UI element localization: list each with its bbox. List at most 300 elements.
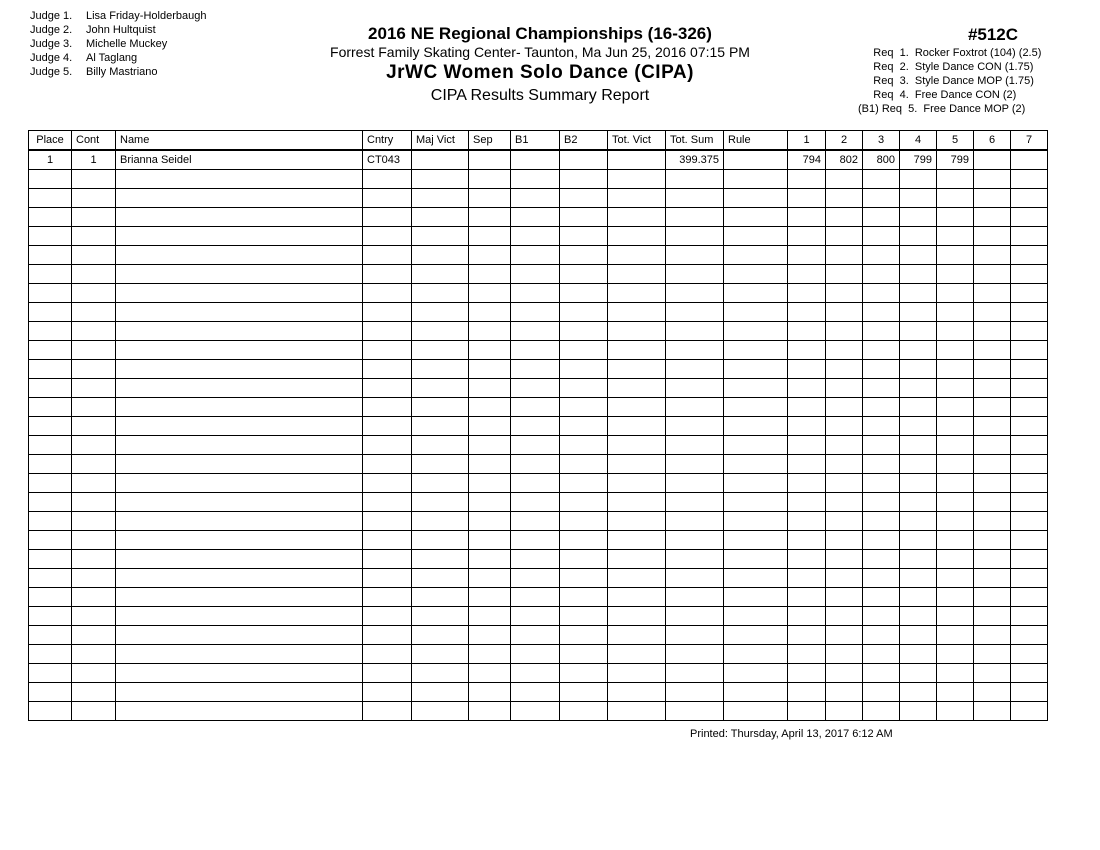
- empty-cell: [72, 626, 116, 645]
- empty-cell: [826, 550, 863, 569]
- empty-cell: [666, 360, 724, 379]
- col-judge-5: 5: [937, 131, 974, 151]
- empty-cell: [511, 474, 560, 493]
- empty-cell: [608, 360, 666, 379]
- cell-tot-vict: [608, 150, 666, 170]
- empty-cell: [412, 626, 469, 645]
- col-place: Place: [29, 131, 72, 151]
- empty-cell: [863, 170, 900, 189]
- empty-cell: [826, 569, 863, 588]
- empty-cell: [29, 455, 72, 474]
- empty-cell: [1011, 474, 1048, 493]
- empty-cell: [826, 417, 863, 436]
- empty-cell: [608, 379, 666, 398]
- empty-cell: [511, 531, 560, 550]
- empty-cell: [826, 284, 863, 303]
- empty-cell: [116, 569, 363, 588]
- empty-cell: [724, 607, 788, 626]
- empty-cell: [363, 493, 412, 512]
- empty-cell: [72, 664, 116, 683]
- empty-cell: [511, 664, 560, 683]
- empty-cell: [788, 398, 826, 417]
- empty-cell: [1011, 607, 1048, 626]
- cell-cont: 1: [72, 150, 116, 170]
- empty-cell: [937, 474, 974, 493]
- empty-cell: [511, 683, 560, 702]
- empty-cell: [974, 531, 1011, 550]
- empty-cell: [29, 550, 72, 569]
- empty-cell: [937, 360, 974, 379]
- empty-cell: [974, 683, 1011, 702]
- empty-cell: [974, 645, 1011, 664]
- empty-cell: [116, 512, 363, 531]
- empty-cell: [724, 626, 788, 645]
- cell-maj-vict: [412, 150, 469, 170]
- empty-cell: [560, 398, 608, 417]
- empty-cell: [363, 607, 412, 626]
- empty-cell: [863, 436, 900, 455]
- empty-cell: [826, 265, 863, 284]
- empty-cell: [560, 550, 608, 569]
- empty-cell: [116, 379, 363, 398]
- empty-cell: [974, 265, 1011, 284]
- empty-cell: [937, 189, 974, 208]
- empty-cell: [29, 588, 72, 607]
- empty-cell: [72, 702, 116, 721]
- cell-name: Brianna Seidel: [116, 150, 363, 170]
- empty-cell: [608, 455, 666, 474]
- empty-cell: [724, 664, 788, 683]
- empty-cell: [469, 512, 511, 531]
- empty-cell: [724, 398, 788, 417]
- empty-cell: [363, 398, 412, 417]
- empty-cell: [29, 246, 72, 265]
- empty-cell: [788, 246, 826, 265]
- empty-cell: [724, 227, 788, 246]
- empty-cell: [608, 645, 666, 664]
- empty-cell: [788, 512, 826, 531]
- empty-cell: [863, 683, 900, 702]
- empty-cell: [116, 702, 363, 721]
- empty-cell: [900, 664, 937, 683]
- empty-cell: [1011, 436, 1048, 455]
- empty-cell: [29, 607, 72, 626]
- empty-cell: [412, 170, 469, 189]
- empty-cell: [826, 170, 863, 189]
- empty-cell: [900, 588, 937, 607]
- empty-cell: [412, 208, 469, 227]
- empty-cell: [666, 303, 724, 322]
- empty-cell: [666, 512, 724, 531]
- empty-cell: [937, 512, 974, 531]
- empty-cell: [937, 417, 974, 436]
- empty-cell: [826, 246, 863, 265]
- empty-cell: [72, 417, 116, 436]
- table-row-empty: [29, 474, 1048, 493]
- competition-title: 2016 NE Regional Championships (16-326): [368, 24, 712, 43]
- empty-cell: [608, 569, 666, 588]
- empty-cell: [974, 227, 1011, 246]
- empty-cell: [666, 436, 724, 455]
- empty-cell: [469, 683, 511, 702]
- empty-cell: [900, 493, 937, 512]
- empty-cell: [560, 322, 608, 341]
- empty-cell: [1011, 550, 1048, 569]
- empty-cell: [826, 208, 863, 227]
- empty-cell: [900, 455, 937, 474]
- empty-cell: [363, 436, 412, 455]
- empty-cell: [469, 531, 511, 550]
- empty-cell: [412, 569, 469, 588]
- empty-cell: [900, 626, 937, 645]
- col-name: Name: [116, 131, 363, 151]
- empty-cell: [863, 398, 900, 417]
- empty-cell: [116, 303, 363, 322]
- empty-cell: [666, 645, 724, 664]
- empty-cell: [363, 265, 412, 284]
- empty-cell: [469, 322, 511, 341]
- table-header-row: [29, 131, 1048, 151]
- empty-cell: [363, 227, 412, 246]
- empty-cell: [608, 626, 666, 645]
- empty-cell: [788, 702, 826, 721]
- empty-cell: [29, 683, 72, 702]
- empty-cell: [974, 569, 1011, 588]
- empty-cell: [900, 607, 937, 626]
- empty-cell: [511, 303, 560, 322]
- empty-cell: [560, 493, 608, 512]
- empty-cell: [666, 607, 724, 626]
- empty-cell: [29, 493, 72, 512]
- empty-cell: [511, 455, 560, 474]
- empty-cell: [974, 284, 1011, 303]
- empty-cell: [1011, 360, 1048, 379]
- empty-cell: [863, 227, 900, 246]
- empty-cell: [974, 588, 1011, 607]
- empty-cell: [29, 227, 72, 246]
- empty-cell: [937, 683, 974, 702]
- cell-judge-7: [1011, 150, 1048, 170]
- empty-cell: [900, 341, 937, 360]
- empty-cell: [724, 588, 788, 607]
- empty-cell: [1011, 398, 1048, 417]
- empty-cell: [666, 170, 724, 189]
- empty-cell: [974, 664, 1011, 683]
- empty-cell: [560, 588, 608, 607]
- results-table: [28, 130, 1048, 721]
- printed-timestamp: Printed: Thursday, April 13, 2017 6:12 AM: [690, 728, 893, 740]
- empty-cell: [863, 512, 900, 531]
- empty-cell: [363, 512, 412, 531]
- empty-cell: [724, 474, 788, 493]
- empty-cell: [937, 607, 974, 626]
- empty-cell: [666, 531, 724, 550]
- empty-cell: [72, 683, 116, 702]
- empty-cell: [1011, 493, 1048, 512]
- empty-cell: [608, 265, 666, 284]
- empty-cell: [116, 284, 363, 303]
- empty-cell: [788, 322, 826, 341]
- empty-cell: [666, 474, 724, 493]
- empty-cell: [72, 303, 116, 322]
- empty-cell: [900, 398, 937, 417]
- empty-cell: [363, 588, 412, 607]
- empty-cell: [412, 645, 469, 664]
- empty-cell: [29, 569, 72, 588]
- empty-cell: [363, 664, 412, 683]
- empty-cell: [788, 531, 826, 550]
- empty-cell: [412, 512, 469, 531]
- empty-cell: [608, 531, 666, 550]
- empty-cell: [469, 645, 511, 664]
- empty-cell: [974, 512, 1011, 531]
- empty-cell: [1011, 227, 1048, 246]
- empty-cell: [724, 189, 788, 208]
- table-row-empty: [29, 322, 1048, 341]
- table-row-empty: [29, 607, 1048, 626]
- empty-cell: [937, 645, 974, 664]
- judge-1: Judge 1. Lisa Friday-Holderbaugh: [30, 10, 207, 22]
- empty-cell: [363, 208, 412, 227]
- empty-cell: [1011, 645, 1048, 664]
- empty-cell: [412, 531, 469, 550]
- empty-cell: [469, 588, 511, 607]
- empty-cell: [826, 474, 863, 493]
- empty-cell: [1011, 702, 1048, 721]
- empty-cell: [72, 265, 116, 284]
- empty-cell: [974, 436, 1011, 455]
- empty-cell: [863, 360, 900, 379]
- empty-cell: [900, 284, 937, 303]
- empty-cell: [900, 569, 937, 588]
- empty-cell: [608, 227, 666, 246]
- empty-cell: [937, 550, 974, 569]
- empty-cell: [666, 550, 724, 569]
- empty-cell: [72, 284, 116, 303]
- empty-cell: [863, 550, 900, 569]
- empty-cell: [666, 493, 724, 512]
- empty-cell: [412, 702, 469, 721]
- empty-cell: [974, 189, 1011, 208]
- empty-cell: [863, 303, 900, 322]
- empty-cell: [116, 170, 363, 189]
- col-sep: Sep: [469, 131, 511, 151]
- empty-cell: [900, 550, 937, 569]
- empty-cell: [1011, 569, 1048, 588]
- empty-cell: [72, 550, 116, 569]
- empty-cell: [29, 664, 72, 683]
- empty-cell: [826, 645, 863, 664]
- empty-cell: [863, 702, 900, 721]
- table-row-empty: [29, 379, 1048, 398]
- empty-cell: [608, 170, 666, 189]
- empty-cell: [72, 170, 116, 189]
- judge-3: Judge 3. Michelle Muckey: [30, 38, 168, 50]
- report-header: [290, 24, 790, 107]
- empty-cell: [412, 455, 469, 474]
- empty-cell: [608, 189, 666, 208]
- empty-cell: [412, 550, 469, 569]
- empty-cell: [863, 493, 900, 512]
- empty-cell: [469, 284, 511, 303]
- empty-cell: [511, 588, 560, 607]
- empty-cell: [469, 208, 511, 227]
- empty-cell: [469, 303, 511, 322]
- table-row-empty: [29, 170, 1048, 189]
- empty-cell: [412, 683, 469, 702]
- empty-cell: [72, 588, 116, 607]
- empty-cell: [72, 208, 116, 227]
- empty-cell: [469, 493, 511, 512]
- empty-cell: [72, 474, 116, 493]
- empty-cell: [469, 436, 511, 455]
- empty-cell: [900, 702, 937, 721]
- empty-cell: [788, 493, 826, 512]
- empty-cell: [863, 265, 900, 284]
- empty-cell: [116, 550, 363, 569]
- empty-cell: [900, 322, 937, 341]
- empty-cell: [469, 379, 511, 398]
- empty-cell: [412, 664, 469, 683]
- empty-cell: [560, 645, 608, 664]
- empty-cell: [412, 607, 469, 626]
- requirement-5: (B1) Req 5. Free Dance MOP (2): [858, 103, 1026, 115]
- empty-cell: [412, 284, 469, 303]
- cell-cntry: CT043: [363, 150, 412, 170]
- empty-cell: [1011, 189, 1048, 208]
- empty-cell: [29, 626, 72, 645]
- event-info: [858, 24, 1088, 116]
- empty-cell: [826, 702, 863, 721]
- empty-cell: [788, 170, 826, 189]
- empty-cell: [937, 436, 974, 455]
- empty-cell: [724, 683, 788, 702]
- empty-cell: [788, 474, 826, 493]
- empty-cell: [363, 189, 412, 208]
- empty-cell: [560, 683, 608, 702]
- event-number: #512C: [967, 25, 1019, 44]
- empty-cell: [363, 531, 412, 550]
- empty-cell: [116, 588, 363, 607]
- table-row-empty: [29, 588, 1048, 607]
- empty-cell: [116, 265, 363, 284]
- empty-cell: [29, 189, 72, 208]
- table-row-empty: [29, 227, 1048, 246]
- empty-cell: [666, 588, 724, 607]
- empty-cell: [666, 379, 724, 398]
- empty-cell: [29, 265, 72, 284]
- table-row-empty: [29, 208, 1048, 227]
- empty-cell: [666, 417, 724, 436]
- empty-cell: [412, 246, 469, 265]
- empty-cell: [29, 341, 72, 360]
- empty-cell: [469, 474, 511, 493]
- empty-cell: [72, 455, 116, 474]
- empty-cell: [363, 284, 412, 303]
- empty-cell: [863, 474, 900, 493]
- table-row: [29, 150, 1048, 170]
- empty-cell: [863, 208, 900, 227]
- empty-cell: [116, 436, 363, 455]
- col-judge-2: 2: [826, 131, 863, 151]
- empty-cell: [974, 208, 1011, 227]
- empty-cell: [724, 550, 788, 569]
- empty-cell: [511, 265, 560, 284]
- empty-cell: [363, 702, 412, 721]
- empty-cell: [560, 531, 608, 550]
- empty-cell: [608, 341, 666, 360]
- empty-cell: [412, 341, 469, 360]
- empty-cell: [666, 626, 724, 645]
- table-row-empty: [29, 664, 1048, 683]
- table-row-empty: [29, 626, 1048, 645]
- empty-cell: [863, 588, 900, 607]
- empty-cell: [937, 265, 974, 284]
- empty-cell: [469, 246, 511, 265]
- empty-cell: [826, 607, 863, 626]
- empty-cell: [511, 360, 560, 379]
- empty-cell: [974, 322, 1011, 341]
- empty-cell: [863, 455, 900, 474]
- empty-cell: [724, 455, 788, 474]
- empty-cell: [511, 607, 560, 626]
- empty-cell: [116, 531, 363, 550]
- empty-cell: [826, 303, 863, 322]
- empty-cell: [666, 341, 724, 360]
- empty-cell: [29, 303, 72, 322]
- empty-cell: [666, 322, 724, 341]
- empty-cell: [72, 341, 116, 360]
- empty-cell: [116, 360, 363, 379]
- empty-cell: [363, 550, 412, 569]
- empty-cell: [608, 246, 666, 265]
- empty-cell: [608, 417, 666, 436]
- empty-cell: [608, 398, 666, 417]
- requirement-4: Req 4. Free Dance CON (2): [858, 89, 1017, 101]
- empty-cell: [826, 626, 863, 645]
- empty-cell: [511, 284, 560, 303]
- empty-cell: [900, 208, 937, 227]
- empty-cell: [511, 702, 560, 721]
- empty-cell: [72, 512, 116, 531]
- empty-cell: [788, 208, 826, 227]
- empty-cell: [116, 227, 363, 246]
- empty-cell: [900, 512, 937, 531]
- empty-cell: [1011, 303, 1048, 322]
- empty-cell: [788, 284, 826, 303]
- empty-cell: [788, 645, 826, 664]
- empty-cell: [412, 227, 469, 246]
- empty-cell: [666, 569, 724, 588]
- empty-cell: [826, 341, 863, 360]
- empty-cell: [363, 246, 412, 265]
- empty-cell: [1011, 170, 1048, 189]
- judge-2: Judge 2. John Hultquist: [30, 24, 156, 36]
- empty-cell: [724, 417, 788, 436]
- empty-cell: [116, 474, 363, 493]
- empty-cell: [469, 398, 511, 417]
- empty-cell: [724, 208, 788, 227]
- empty-cell: [900, 683, 937, 702]
- cell-b2: [560, 150, 608, 170]
- empty-cell: [511, 379, 560, 398]
- empty-cell: [412, 379, 469, 398]
- col-rule: Rule: [724, 131, 788, 151]
- empty-cell: [826, 664, 863, 683]
- empty-cell: [788, 436, 826, 455]
- empty-cell: [560, 208, 608, 227]
- table-row-empty: [29, 569, 1048, 588]
